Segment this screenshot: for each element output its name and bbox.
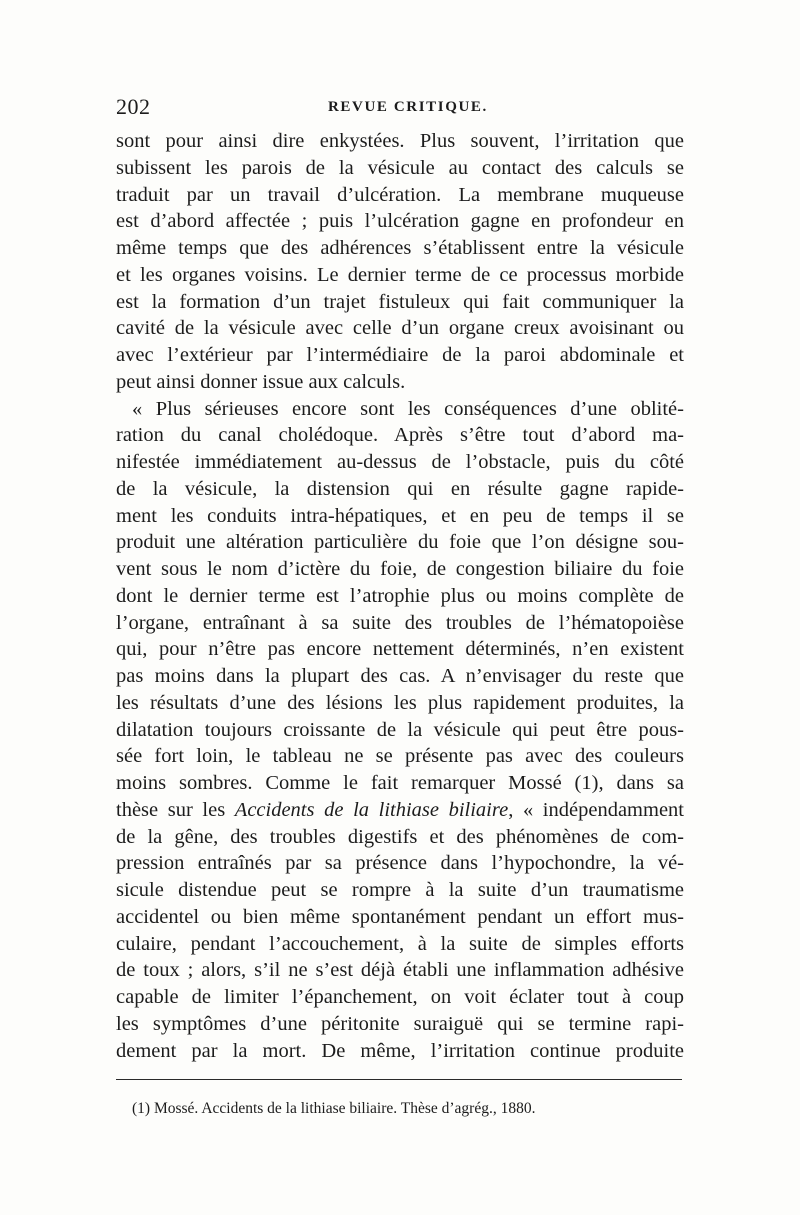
text-line: dont le dernier terme est l’atrophie plus ou moins complète de (116, 584, 684, 607)
text-line: pas moins dans la plupart des cas. A n’envisager du reste que (116, 665, 684, 687)
text-line: dement par la mort. De même, l’irritation continue produite (116, 1039, 684, 1062)
text-fragment: , « indépendamment (508, 798, 684, 821)
italic-book-title: Accidents de la lithiase biliaire (234, 798, 509, 821)
text-line: l’organe, entraînant à sa suite des troubles de l’hématopoièse (116, 611, 684, 634)
running-head (116, 94, 684, 122)
text-line: dilatation toujours croissante de la vésicule qui peut être pous- (116, 718, 684, 741)
text-fragment: thèse sur les (116, 798, 235, 821)
text-line: vent sous le nom d’ictère du foie, de congestion biliaire du foie (116, 558, 684, 580)
text-line: culaire, pendant l’accouchement, à la suite de simples efforts (116, 932, 684, 955)
text-line: pression entraînés par sa présence dans l’hypochondre, la vé- (116, 852, 684, 875)
footnote: (1) Mossé. Accidents de la lithiase biliaire. Thèse d’agrég., 1880. (132, 1100, 536, 1117)
text-line: est la formation d’un trajet fistuleux qui fait communiquer la (116, 290, 684, 313)
text-line: sicule distendue peut se rompre à la suite d’un traumatisme (116, 879, 684, 901)
text-line: cavité de la vésicule avec celle d’un organe creux avoisinant ou (116, 317, 684, 340)
text-line: sée fort loin, le tableau ne se présente pas avec des couleurs (116, 745, 684, 768)
text-line: nifestée immédiatement au-dessus de l’obstacle, puis du côté (116, 451, 684, 473)
footnote-rule (116, 1079, 682, 1080)
text-line: sont pour ainsi dire enkystées. Plus souvent, l’irritation que (116, 130, 684, 152)
text-line: moins sombres. Comme le fait remarquer Mossé (1), dans sa (116, 772, 684, 794)
text-line: ment les conduits intra-hépatiques, et en peu de temps il se (116, 504, 684, 527)
text-line: peut ainsi donner issue aux calculs. (116, 370, 406, 393)
text-line: traduit par un travail d’ulcération. La membrane muqueuse (116, 183, 684, 206)
text-line: de toux ; alors, s’il ne s’est déjà établi une inflammation adhésive (116, 959, 684, 982)
text-line: les symptômes d’une péritonite suraiguë qui se termine rapi- (116, 1012, 684, 1035)
text-line: ration du canal cholédoque. Après s’être tout d’abord ma- (116, 424, 684, 447)
body-text (116, 128, 684, 1064)
text-line: produit une altération particulière du foie que l’on désigne sou- (116, 531, 684, 554)
text-line: accidentel ou bien même spontanément pendant un effort mus- (116, 905, 684, 928)
text-line: et les organes voisins. Le dernier terme de ce processus morbide (116, 263, 684, 286)
text-line: est d’abord affectée ; puis l’ulcération gagne en profondeur en (116, 210, 684, 233)
text-line: même temps que des adhérences s’établissent entre la vésicule (116, 237, 684, 259)
text-line: les résultats d’une des lésions les plus rapidement produites, la (116, 691, 684, 714)
text-line: de la vésicule, la distension qui en résulte gagne rapide- (116, 477, 684, 500)
text-line-with-title (116, 797, 684, 824)
text-line: subissent les parois de la vésicule au contact des calculs se (116, 156, 684, 179)
text-line: capable de limiter l’épanchement, on voit éclater tout à coup (116, 986, 684, 1008)
page-number: 202 (116, 94, 151, 119)
text-line: de la gêne, des troubles digestifs et des phénomènes de com- (116, 825, 684, 848)
text-line: avec l’extérieur par l’intermédiaire de la paroi abdominale et (116, 344, 684, 366)
text-line: « Plus sérieuses encore sont les conséquences d’une oblité- (132, 397, 684, 420)
text-line: qui, pour n’être pas encore nettement déterminés, n’en existent (116, 638, 684, 661)
running-title: REVUE CRITIQUE. (328, 99, 488, 115)
